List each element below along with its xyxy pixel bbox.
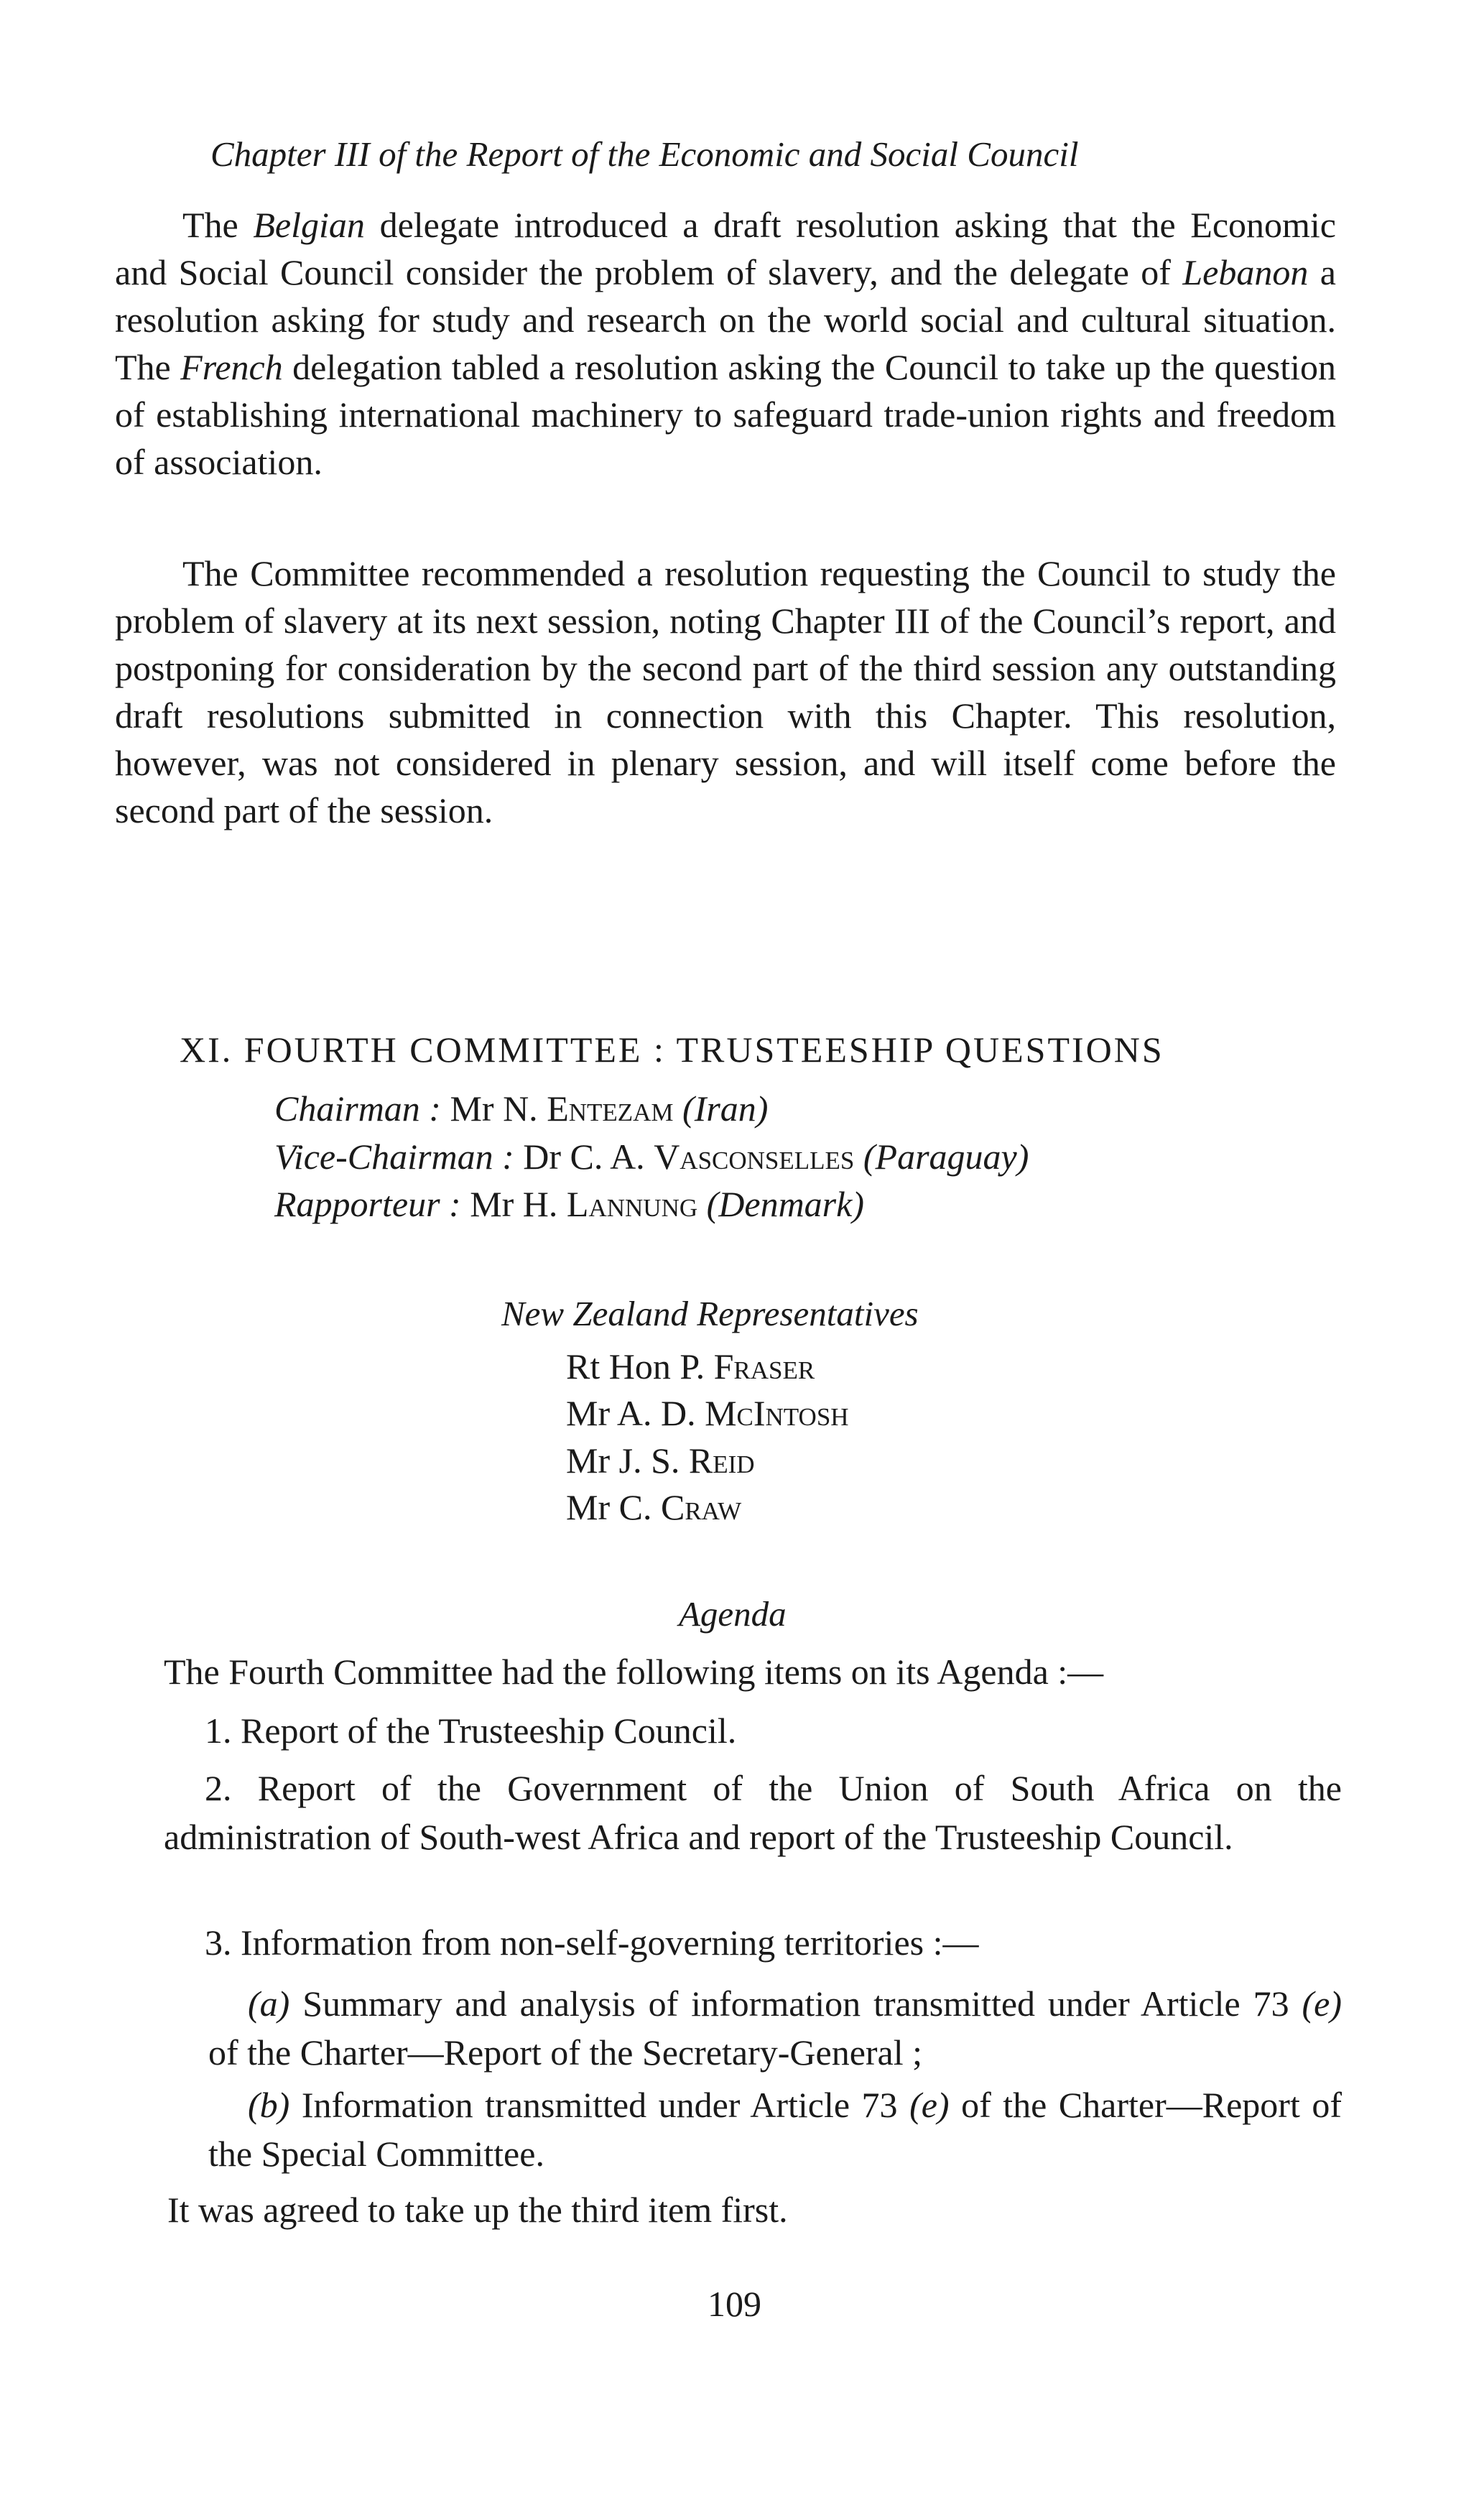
agenda-subitem-b: [208, 2080, 1342, 2178]
subitem-text-1: Summary and analysis of information transmitted under Article 73: [289, 1983, 1302, 2024]
rep-title: Rt Hon P.: [566, 1346, 705, 1386]
officer-chairman: [274, 1088, 768, 1129]
subitem-e: (e): [1302, 1983, 1342, 2024]
rep-title: Mr A. D.: [566, 1393, 696, 1433]
rep-name: McIntosh: [705, 1393, 849, 1433]
representative: [566, 1392, 849, 1434]
rep-title: Mr C.: [566, 1487, 652, 1527]
officer-name: Entezam: [547, 1088, 674, 1129]
officer-role: Rapporteur :: [274, 1184, 461, 1224]
subitem-text-1: Information transmitted under Article 73: [289, 2085, 910, 2125]
agenda-item-1: 1. Report of the Trusteeship Council.: [205, 1710, 737, 1751]
p1-text-2: delegate introduced a draft resolution asking that the Economic and Social Council consider the problem of slavery, and the delegate of: [115, 205, 1336, 292]
p1-text-3: a resolution asking for study and research on the world social and cultural situation. The: [115, 252, 1336, 387]
p1-text-4: delegation tabled a resolution asking the Council to take up the question of establishing international machinery to safeguard trade-union rights and freedom of association.: [115, 347, 1337, 482]
subitem-text-2: of the Charter—Report of the Secretary-General ;: [208, 2032, 923, 2073]
representatives-heading: New Zealand Representatives: [501, 1294, 919, 1333]
officer-role: Vice-Chairman :: [274, 1136, 514, 1177]
subitem-label: (b): [248, 2085, 290, 2125]
representative: [566, 1486, 741, 1528]
subitem-label: (a): [248, 1983, 290, 2024]
closing-sentence: It was agreed to take up the third item first.: [167, 2190, 788, 2230]
agenda-item-2: 2. Report of the Government of the Union of South Africa on the administration of South-west Africa and report of the Trusteeship Council.: [164, 1768, 1342, 1857]
officer-country: (Iran): [682, 1088, 769, 1129]
subitem-text-2: of the Charter—Report of the Special Committee.: [208, 2085, 1342, 2174]
rep-title: Mr J. S.: [566, 1440, 680, 1481]
paragraph-draft-resolutions: [115, 201, 1336, 486]
rep-name: Fraser: [713, 1346, 815, 1386]
subitem-e: (e): [909, 2085, 950, 2125]
rep-name: Craw: [660, 1487, 742, 1527]
section-title: XI. FOURTH COMMITTEE : TRUSTEESHIP QUESTIONS: [180, 1029, 1164, 1070]
officer-vice-chairman: [274, 1136, 1029, 1177]
officer-name: Lannung: [566, 1184, 698, 1224]
officer-name: Vasconselles: [654, 1136, 855, 1177]
officer-title: Dr C. A.: [523, 1136, 645, 1177]
officer-title: Mr N.: [450, 1088, 538, 1129]
chapter-heading: Chapter III of the Report of the Economic and Social Council: [210, 134, 1079, 174]
p1-french: French: [180, 347, 283, 387]
p1-lebanon: Lebanon: [1182, 252, 1309, 292]
agenda-subitem-a: [208, 1979, 1342, 2077]
agenda-intro: The Fourth Committee had the following items on its Agenda :—: [164, 1652, 1104, 1692]
rep-name: Reid: [688, 1440, 755, 1481]
p1-belgian: Belgian: [253, 205, 365, 245]
representative: [566, 1440, 755, 1481]
officer-role: Chairman :: [274, 1088, 441, 1129]
p1-text-1: The: [182, 205, 254, 245]
officer-country: (Denmark): [706, 1184, 864, 1224]
officer-country: (Paraguay): [863, 1136, 1029, 1177]
representative: [566, 1346, 815, 1387]
officer-title: Mr H.: [470, 1184, 558, 1224]
agenda-item-3: 3. Information from non-self-governing territories :—: [205, 1922, 979, 1963]
page-number: 109: [708, 2284, 761, 2324]
officer-rapporteur: [274, 1183, 864, 1225]
paragraph-committee-recommendation: The Committee recommended a resolution requesting the Council to study the problem of slavery at its next session, noting Chapter III of the Council’s report, and postponing for consideration by the second part of the third session any outstanding draft resolutions submitted in connection with this Chapter. This resolution, however, was not considered in plenary session, and will itself come before the second part of the session.: [115, 553, 1336, 830]
agenda-heading: Agenda: [679, 1594, 787, 1634]
